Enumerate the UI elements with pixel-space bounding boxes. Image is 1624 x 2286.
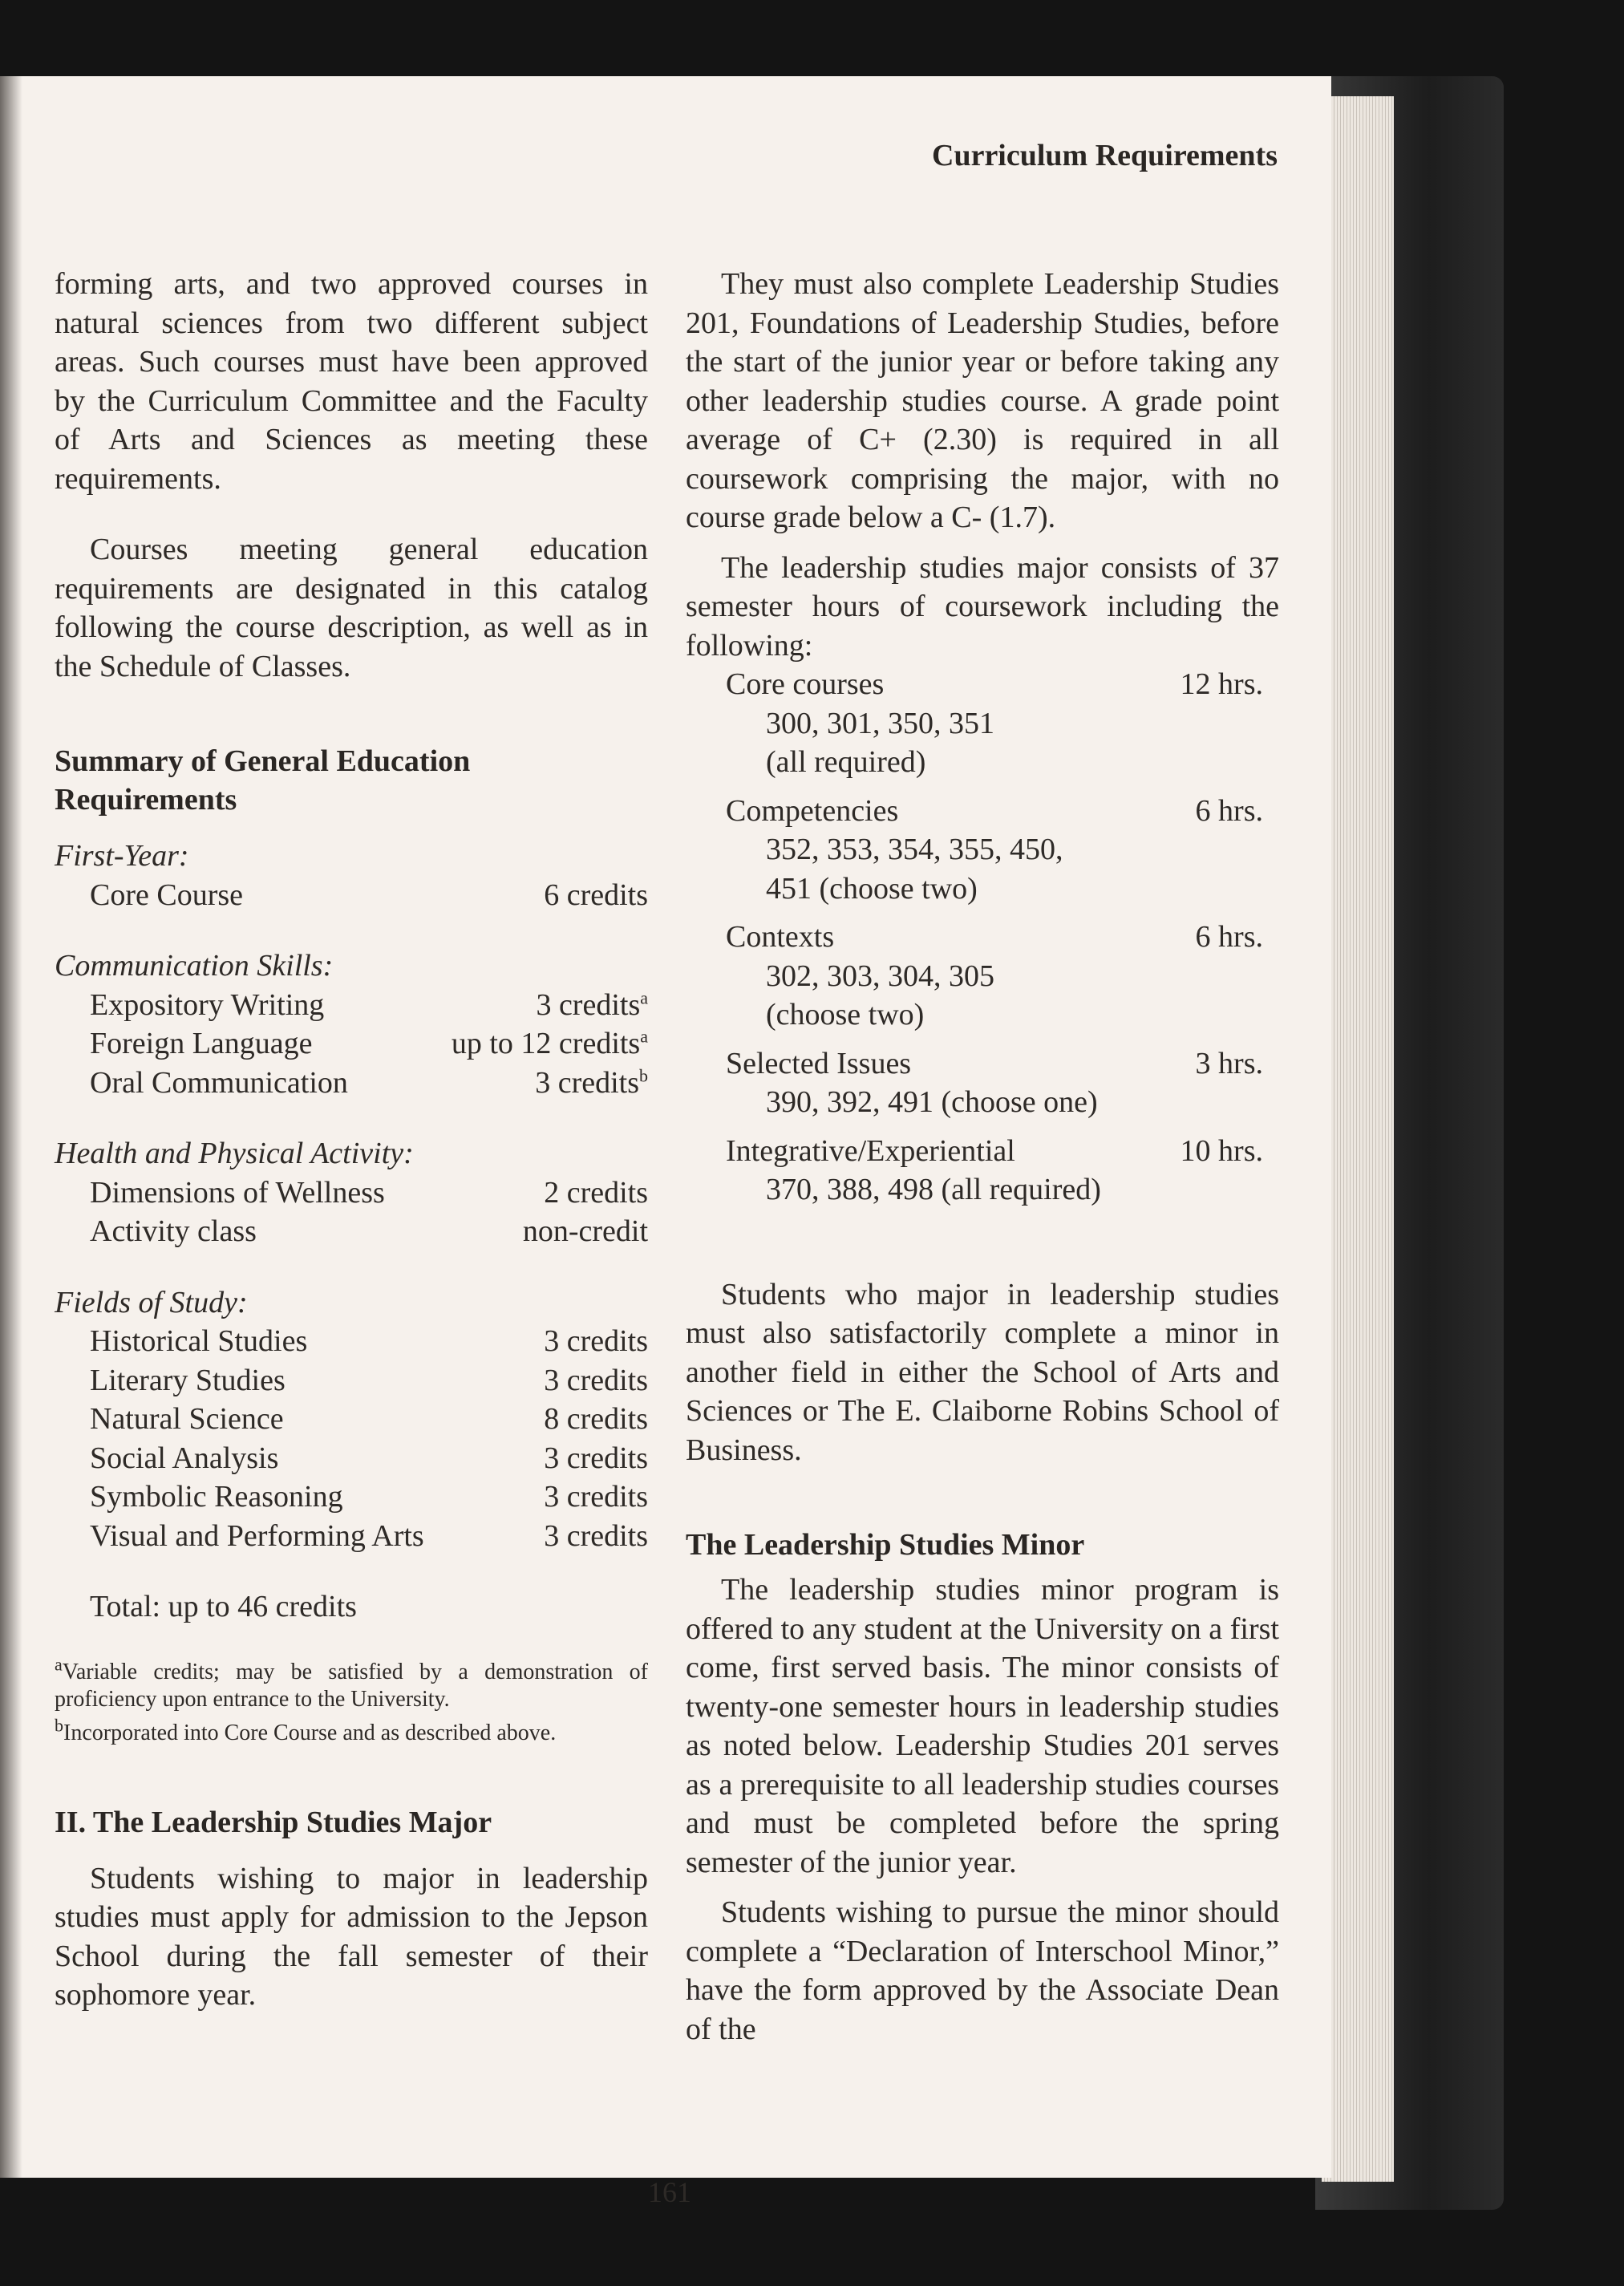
requirement-row: Expository Writing 3 credits$^a$ [90,987,648,1022]
right-paragraph-1: They must also complete Leadership Studies 201, Foundations of Leadership Studies, before the start of the junior year or before taking any other leadership studies course. A grade point average of C+ (2.30) is required in all coursework comprising the major, with no course grade below a C- (1.7). [686,267,1279,534]
major-requirements-list [686,665,1279,1210]
footnote-a: $^a$Variable credits; may be satisfied by a demonstration of proficiency upon entrance to the University. [55,1654,648,1712]
requirement-group: Integrative/Experiential 10 hrs. 370, 388, 498 (all required) [726,1133,1263,1206]
category-health: Health and Physical Activity: [55,1137,414,1170]
major-heading: II. The Leadership Studies Major [55,1805,492,1839]
minor-heading: The Leadership Studies Minor [686,1528,1085,1562]
minor-paragraph-1: The leadership studies minor program is offered to any student at the University on a first come, first served basis. The minor consists of twenty-one semester hours in leadership studies as noted below. Leadership Studies 201 serves as a prerequisite to all leadership studies courses and must be completed before the spring semester of the junior year. [686,1573,1279,1879]
requirement-row: Natural Science 8 credits [90,1402,648,1436]
footnote-b: $^b$Incorporated into Core Course and as described above. [55,1715,557,1745]
requirement-group: Selected Issues 3 hrs. 390, 392, 491 (choose one) [726,1046,1263,1119]
requirement-group: Competencies 6 hrs. 352, 353, 354, 355, 450, 451 (choose two) [726,793,1263,906]
left-paragraph-2: Courses meeting general education requirements are designated in this catalog following the course description, as well as in the Schedule of Classes. [55,533,648,683]
requirement-row: Social Analysis 3 credits [90,1441,648,1475]
page-edges [1322,96,1394,2182]
running-head: Curriculum Requirements [932,139,1278,172]
requirement-group: Contexts 6 hrs. 302, 303, 304, 305 (choose two) [726,920,1263,1032]
left-paragraph-1: forming arts, and two approved courses in natural sciences from two different subject areas. Such courses must have been approved by the Curriculum Committee and the Faculty of Arts and Sciences as meeting these requirements. [55,267,648,496]
category-fields: Fields of Study: [55,1285,248,1319]
requirement-row: Visual and Performing Arts 3 credits [90,1518,648,1553]
left-column [55,265,648,2015]
requirement-row: Literary Studies 3 credits [90,1363,648,1397]
category-communication: Communication Skills: [55,949,334,983]
right-paragraph-2: The leadership studies major consists of 37 semester hours of coursework including the following: [686,550,1279,663]
requirement-group: Core courses 12 hrs. 300, 301, 350, 351 (all required) [726,667,1263,779]
right-column [686,265,1279,2049]
summary-heading: Summary of General Education Requirements [55,744,471,817]
requirement-row: Dimensions of Wellness 2 credits [90,1175,648,1210]
requirement-row: Oral Communication 3 credits$^b$ [90,1064,648,1100]
right-paragraph-3: Students who major in leadership studies must also satisfactorily complete a minor in another field in either the School of Arts and Sciences or The E. Claiborne Robins School of Business. [686,1277,1279,1467]
requirement-row: Activity class non-credit [90,1214,648,1248]
major-paragraph: Students wishing to major in leadership studies must apply for admission to the Jepson School during the fall semester of their sophomore year. [55,1861,648,2012]
requirement-row: Historical Studies 3 credits [90,1324,648,1358]
category-first-year: First-Year: [55,839,189,873]
minor-paragraph-2: Students wishing to pursue the minor should complete a “Declaration of Interschool Minor,” have the form approved by the Associate Dean of the [686,1895,1279,2046]
page-number: 161 [648,2176,691,2208]
spine-shadow [0,76,22,2178]
requirement-row: Foreign Language up to 12 credits$^a$ [90,1026,648,1060]
total-credits: Total: up to 46 credits [90,1590,357,1623]
requirement-row: Core Course 6 credits [90,878,648,912]
requirement-row: Symbolic Reasoning 3 credits [90,1480,648,1514]
